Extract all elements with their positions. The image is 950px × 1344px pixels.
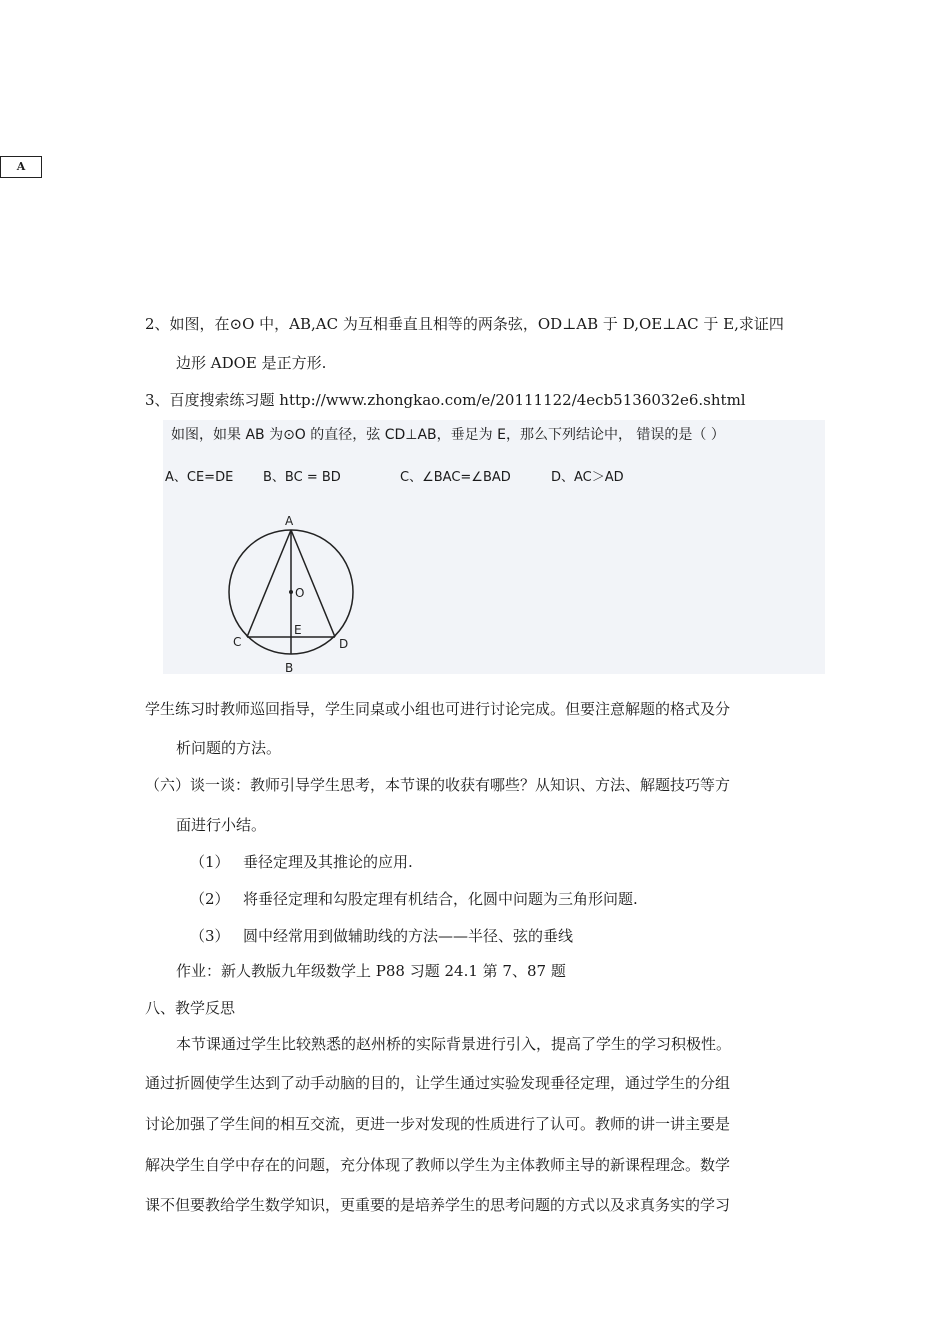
item3-search-line: 3、百度搜索练习题 http://www.zhongkao.com/e/20111122/4ecb5136032e6.shtml <box>145 391 746 409</box>
practice-line2: 析问题的方法。 <box>176 739 282 757</box>
item2-line1: 2、如图，在⊙O 中，AB,AC 为互相垂直且相等的两条弦，OD⊥AB 于 D,OE⊥AC 于 E,求证四 <box>145 315 784 333</box>
circle-diagram <box>163 420 825 674</box>
exercise-question: 如图，如果 AB 为⊙O 的直径，弦 CD⊥AB，垂足为 E，那么下列结论中， 错误的是（ ） <box>171 427 725 443</box>
homework-line: 作业：新人教版九年级数学上 P88 习题 24.1 第 7、87 题 <box>176 962 566 980</box>
option-d: D、AC＞AD <box>551 470 624 485</box>
option-c: C、∠BAC=∠BAD <box>400 470 511 485</box>
summary-num-2: （2） <box>190 890 230 908</box>
summary-num-1: （1） <box>190 853 230 871</box>
section6-line1: （六）谈一谈：教师引导学生思考，本节课的收获有哪些？从知识、方法、解题技巧等方 <box>145 776 731 794</box>
label-c: C <box>233 635 242 649</box>
summary-text-1: 垂径定理及其推论的应用. <box>243 853 413 871</box>
reflection-line3: 讨论加强了学生间的相互交流，更进一步对发现的性质进行了认可。教师的讲一讲主要是 <box>145 1115 731 1133</box>
option-b: B、BC = BD <box>263 470 341 485</box>
summary-text-3: 圆中经常用到做辅助线的方法——半径、弦的垂线 <box>243 927 574 945</box>
label-a: A <box>285 514 294 528</box>
segment-ac <box>247 530 291 637</box>
reflection-line5: 课不但要教给学生数学知识，更重要的是培养学生的思考问题的方式以及求真务实的学习 <box>145 1196 731 1214</box>
section8-title: 八、教学反思 <box>145 999 236 1017</box>
reflection-line4: 解决学生自学中存在的问题，充分体现了教师以学生为主体教师主导的新课程理念。数学 <box>145 1156 731 1174</box>
segment-ad <box>291 530 335 637</box>
section6-line2: 面进行小结。 <box>176 816 267 834</box>
reflection-line2: 通过折圆使学生达到了动手动脑的目的，让学生通过实验发现垂径定理，通过学生的分组 <box>145 1074 731 1092</box>
practice-line1: 学生练习时教师巡回指导，学生同桌或小组也可进行讨论完成。但要注意解题的格式及分 <box>145 700 731 718</box>
summary-num-3: （3） <box>190 927 230 945</box>
reflection-line1: 本节课通过学生比较熟悉的赵州桥的实际背景进行引入，提高了学生的学习积极性。 <box>176 1035 732 1053</box>
center-point <box>289 590 293 594</box>
option-a: A、CE=DE <box>165 470 234 485</box>
label-b: B <box>285 661 294 674</box>
label-d: D <box>339 637 349 651</box>
label-e: E <box>294 623 302 637</box>
label-o: O <box>295 586 305 600</box>
exercise-image <box>163 420 825 674</box>
corner-label-box: A <box>0 156 42 178</box>
summary-text-2: 将垂径定理和勾股定理有机结合，化圆中问题为三角形问题. <box>243 890 638 908</box>
item2-line2: 边形 ADOE 是正方形. <box>176 354 327 372</box>
